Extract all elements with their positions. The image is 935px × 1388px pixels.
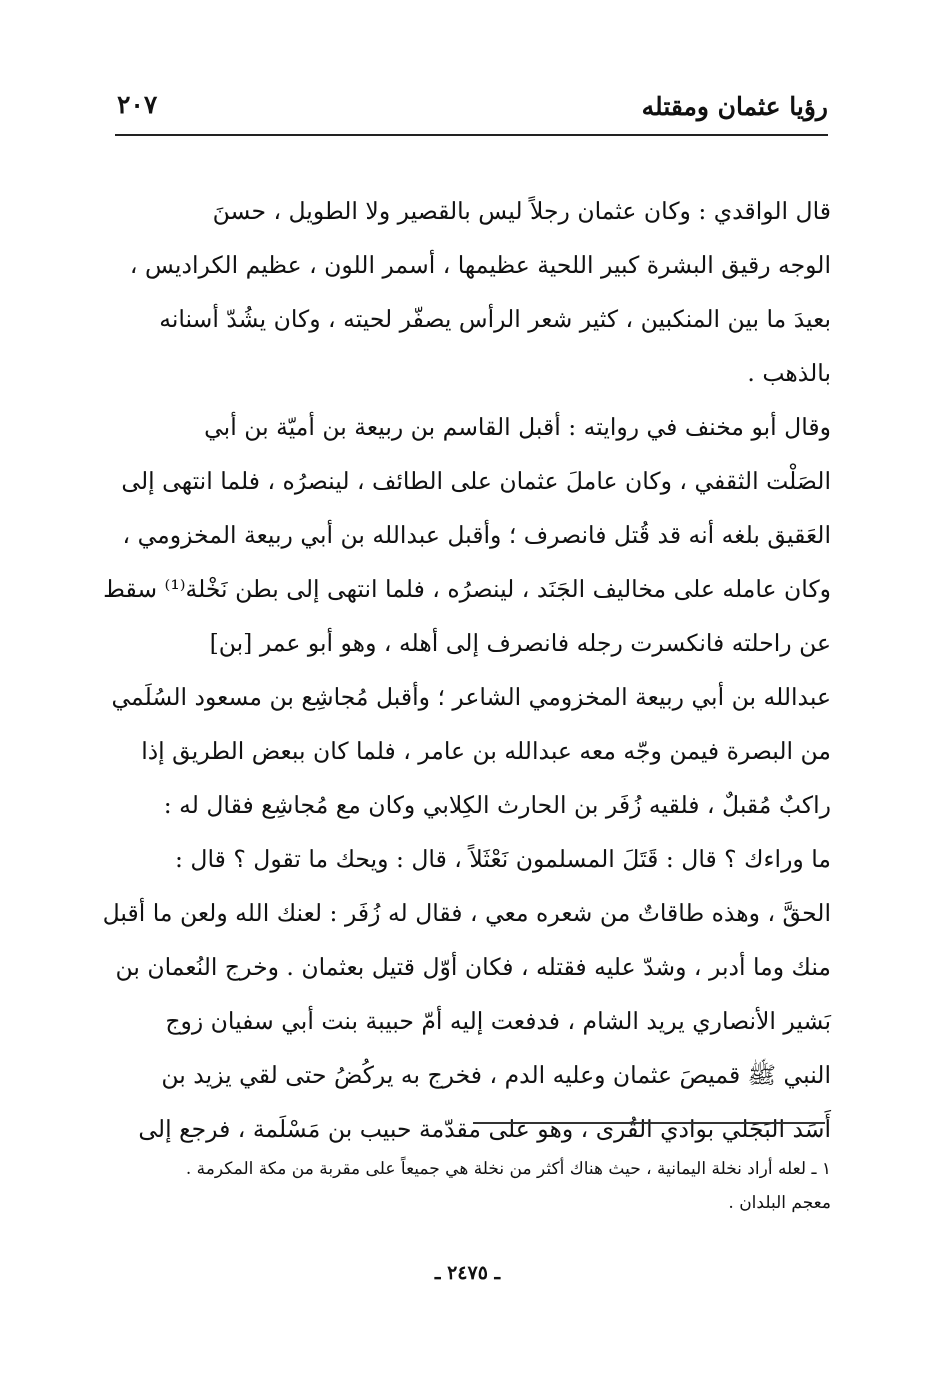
text-line: عبدالله بن أبي ربيعة المخزومي الشاعر ؛ وأقبل مُجاشِع بن مسعود السُلَمي bbox=[111, 683, 831, 711]
text-line: وقال أبو مخنف في روايته : أقبل القاسم بن ربيعة بن أميّة بن أبي bbox=[204, 413, 831, 441]
main-text bbox=[102, 184, 831, 1156]
text-line: ما وراءك ؟ قال : قَتَلَ المسلمون نَعْثَلاً ، قال : ويحك ما تقول ؟ قال : bbox=[175, 845, 831, 873]
text-line: الصَلْت الثقفي ، وكان عاملَ عثمان على الطائف ، لينصرُه ، فلما انتهى إلى bbox=[121, 467, 831, 495]
footnote-line: ١ ـ لعله أراد نخلة اليمانية ، حيث هناك أكثر من نخلة هي جميعاً على مقربة من مكة المكرمة . bbox=[185, 1159, 831, 1179]
text-line: من البصرة فيمن وجّه معه عبدالله بن عامر ، فلما كان ببعض الطريق إذا bbox=[141, 737, 831, 765]
text-line: بعيدَ ما بين المنكبين ، كثير شعر الرأس يصفّر لحيته ، وكان يشُدّ أسنانه bbox=[159, 305, 831, 333]
chapter-title: رؤيا عثمان ومقتله bbox=[641, 92, 828, 121]
footnote-separator bbox=[473, 1122, 825, 1124]
footnote-line: معجم البلدان . bbox=[728, 1193, 831, 1213]
text-line: أَسَد البَجَلي بوادي القُرى ، وهو على مقدّمة حبيب بن مَسْلَمة ، فرجع إلى bbox=[138, 1115, 831, 1143]
text-line: النبي ﷺ قميصَ عثمان وعليه الدم ، فخرج به يركُضُ حتى لقي يزيد بن bbox=[161, 1061, 831, 1089]
text-line: وكان عامله على مخاليف الجَنَد ، لينصرُه ، فلما انتهى إلى بطن نَخْلة⁽¹⁾ سقط bbox=[103, 575, 831, 603]
text-line: منك وما أدبر ، وشدّ عليه فقتله ، فكان أوّل قتيل بعثمان . وخرج النُعمان بن bbox=[115, 953, 831, 981]
text-line: العَقيق بلغه أنه قد قُتل فانصرف ؛ وأقبل عبدالله بن أبي ربيعة المخزومي ، bbox=[122, 521, 831, 549]
footer-page-number: ـ ٢٤٧٥ ـ bbox=[434, 1262, 501, 1284]
text-line: بَشير الأنصاري يريد الشام ، فدفعت إليه أمّ حبيبة بنت أبي سفيان زوج bbox=[165, 1007, 831, 1035]
text-line: راكبٌ مُقبلٌ ، فلقيه زُفَر بن الحارث الكِلابي وكان مع مُجاشِع فقال له : bbox=[163, 791, 831, 819]
text-line: الحقَّ ، وهذه طاقاتٌ من شعره معي ، فقال له زُفَر : لعنك الله ولعن ما أقبل bbox=[102, 899, 831, 927]
text-line: بالذهب . bbox=[747, 359, 831, 387]
text-line: قال الواقدي : وكان عثمان رجلاً ليس بالقصير ولا الطويل ، حسنَ bbox=[212, 197, 831, 225]
footnote bbox=[118, 1152, 831, 1220]
running-header bbox=[115, 88, 828, 136]
text-line: عن راحلته فانكسرت رجله فانصرف إلى أهله ، وهو أبو عمر [بن] bbox=[209, 629, 831, 657]
text-line: الوجه رقيق البشرة كبير اللحية عظيمها ، أسمر اللون ، عظيم الكراديس ، bbox=[129, 251, 831, 279]
header-page-number: ٢٠٧ bbox=[117, 90, 158, 119]
